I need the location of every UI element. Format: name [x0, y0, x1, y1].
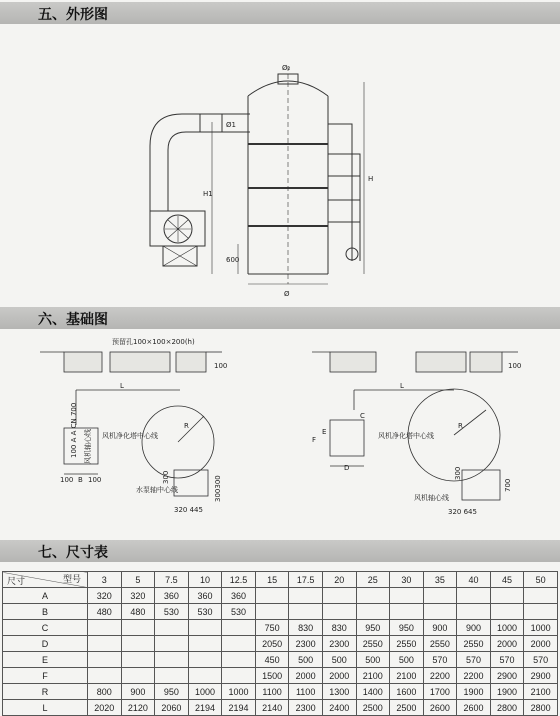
- table-cell: 2000: [524, 636, 558, 652]
- table-cell: [356, 588, 390, 604]
- table-row: [3, 668, 558, 684]
- row-label: B: [3, 604, 88, 620]
- table-cell: [423, 588, 457, 604]
- table-cell: 2600: [457, 700, 491, 716]
- section-bar-foundation: [0, 307, 560, 329]
- table-cell: 2500: [390, 700, 424, 716]
- pump-center: 水泵轴中心线: [136, 486, 178, 494]
- table-cell: 830: [289, 620, 323, 636]
- table-cell: 500: [356, 652, 390, 668]
- dim-700: 700: [504, 478, 512, 492]
- dim-100-right: 100: [508, 362, 522, 370]
- table-cell: [188, 652, 222, 668]
- table-cell: [155, 636, 189, 652]
- table-cell: [222, 668, 256, 684]
- table-cell: 1400: [356, 684, 390, 700]
- row-label: R: [3, 684, 88, 700]
- table-cell: [457, 588, 491, 604]
- table-cell: [88, 668, 122, 684]
- table-cell: 900: [423, 620, 457, 636]
- table-cell: 830: [322, 620, 356, 636]
- table-cell: 500: [322, 652, 356, 668]
- corner-size-label: 尺寸: [7, 576, 26, 586]
- dim-600: 600: [226, 256, 240, 264]
- dim-320-445: 320 445: [174, 506, 203, 514]
- table-cell: [289, 588, 323, 604]
- table-cell: 2050: [255, 636, 289, 652]
- table-cell: [390, 588, 424, 604]
- table-cell: 1100: [289, 684, 323, 700]
- table-cell: [289, 604, 323, 620]
- row-label: A: [3, 588, 88, 604]
- table-cell: 1500: [255, 668, 289, 684]
- table-cell: 1000: [222, 684, 256, 700]
- model-header: 10: [188, 572, 222, 588]
- table-cell: 2900: [490, 668, 524, 684]
- table-cell: [121, 652, 155, 668]
- table-cell: 1300: [322, 684, 356, 700]
- table-cell: 2300: [289, 636, 323, 652]
- table-cell: 530: [222, 604, 256, 620]
- table-cell: 450: [255, 652, 289, 668]
- table-cell: 900: [121, 684, 155, 700]
- table-cell: [356, 604, 390, 620]
- table-cell: [322, 588, 356, 604]
- table-row: [3, 588, 558, 604]
- table-cell: 1000: [188, 684, 222, 700]
- table-corner-cell: [3, 572, 88, 588]
- dim-phi2: Ø₂: [282, 64, 291, 72]
- model-header: 40: [457, 572, 491, 588]
- dim-phi1: Ø1: [226, 121, 236, 129]
- model-header: 45: [490, 572, 524, 588]
- table-cell: 2100: [356, 668, 390, 684]
- table-cell: [88, 652, 122, 668]
- model-header: 50: [524, 572, 558, 588]
- dimensions-table: [2, 571, 558, 716]
- foundation-drawing: [0, 330, 560, 538]
- table-row: [3, 684, 558, 700]
- table-cell: [88, 636, 122, 652]
- table-cell: 2000: [490, 636, 524, 652]
- model-header: 25: [356, 572, 390, 588]
- dim-320-645: 320 645: [448, 508, 477, 516]
- dim-C: C: [360, 412, 365, 420]
- table-cell: [490, 588, 524, 604]
- table-cell: 2550: [423, 636, 457, 652]
- table-cell: [524, 604, 558, 620]
- table-cell: 2200: [423, 668, 457, 684]
- outline-drawing: [0, 26, 560, 304]
- dim-D: D: [344, 464, 350, 472]
- tower-center-right: 风机净化塔中心线: [378, 432, 434, 440]
- table-cell: 2060: [155, 700, 189, 716]
- dim-h: H: [368, 175, 374, 183]
- row-label: C: [3, 620, 88, 636]
- dim-300-right: 300: [454, 466, 462, 480]
- table-cell: 500: [289, 652, 323, 668]
- table-row: [3, 652, 558, 668]
- label-R-left: R: [184, 422, 189, 430]
- table-cell: [255, 588, 289, 604]
- table-row: [3, 700, 558, 716]
- section-title: 六、基础图: [38, 312, 108, 328]
- table-cell: 2194: [188, 700, 222, 716]
- table-cell: 1900: [457, 684, 491, 700]
- table-cell: 800: [88, 684, 122, 700]
- table-cell: 2550: [390, 636, 424, 652]
- row-label: L: [3, 700, 88, 716]
- dim-E: E: [322, 428, 327, 436]
- table-cell: 2100: [524, 684, 558, 700]
- table-cell: [423, 604, 457, 620]
- table-cell: 2100: [390, 668, 424, 684]
- label-L-right: L: [400, 382, 404, 390]
- table-cell: [222, 652, 256, 668]
- table-cell: [155, 652, 189, 668]
- table-cell: 2550: [457, 636, 491, 652]
- label-L-left: L: [120, 382, 124, 390]
- table-cell: [121, 668, 155, 684]
- table-cell: 2300: [322, 636, 356, 652]
- table-cell: 2400: [322, 700, 356, 716]
- table-cell: 2800: [524, 700, 558, 716]
- table-cell: 570: [490, 652, 524, 668]
- table-cell: 360: [188, 588, 222, 604]
- section-title: 七、尺寸表: [38, 545, 108, 561]
- row-label: D: [3, 636, 88, 652]
- dim-100-A-A-CN-700: 100 A A CN 700: [70, 402, 78, 458]
- table-cell: 750: [255, 620, 289, 636]
- model-header: 12.5: [222, 572, 256, 588]
- table-cell: 500: [390, 652, 424, 668]
- table-cell: 2900: [524, 668, 558, 684]
- table-header-row: [3, 572, 558, 588]
- corner-model-label: 型号: [62, 574, 81, 584]
- table-cell: 480: [88, 604, 122, 620]
- table-cell: 320: [88, 588, 122, 604]
- dim-phi: Ø: [284, 290, 290, 298]
- model-header: 20: [322, 572, 356, 588]
- table-row: [3, 636, 558, 652]
- table-cell: 2140: [255, 700, 289, 716]
- table-cell: 360: [155, 588, 189, 604]
- table-cell: 2200: [457, 668, 491, 684]
- tower-center-left: 风机净化塔中心线: [102, 432, 158, 440]
- model-header: 35: [423, 572, 457, 588]
- section-title: 五、外形图: [38, 7, 108, 23]
- dim-100-bottom: 100: [60, 476, 74, 484]
- table-cell: 360: [222, 588, 256, 604]
- table-cell: [490, 604, 524, 620]
- table-cell: 950: [390, 620, 424, 636]
- table-cell: 2800: [490, 700, 524, 716]
- table-cell: 1000: [524, 620, 558, 636]
- table-cell: 2500: [356, 700, 390, 716]
- table-cell: 1900: [490, 684, 524, 700]
- table-cell: [155, 668, 189, 684]
- section-bar-outline: [0, 2, 560, 24]
- table-cell: 480: [121, 604, 155, 620]
- table-cell: 530: [155, 604, 189, 620]
- model-header: 15: [255, 572, 289, 588]
- table-cell: 950: [155, 684, 189, 700]
- table-row: [3, 604, 558, 620]
- table-cell: [390, 604, 424, 620]
- fan-axis-left: 风机轴心线: [84, 429, 92, 464]
- model-header: 7.5: [155, 572, 189, 588]
- table-cell: 530: [188, 604, 222, 620]
- dim-100-left: 100: [214, 362, 228, 370]
- fan-axis-right: 风机轴心线: [414, 494, 449, 502]
- table-cell: 320: [121, 588, 155, 604]
- table-cell: 900: [457, 620, 491, 636]
- table-cell: [121, 636, 155, 652]
- model-header: 17.5: [289, 572, 323, 588]
- label-R-right: R: [458, 422, 463, 430]
- table-cell: 2000: [322, 668, 356, 684]
- table-cell: [255, 604, 289, 620]
- table-cell: [322, 604, 356, 620]
- table-cell: 570: [423, 652, 457, 668]
- dim-h1: H1: [203, 190, 213, 198]
- model-header: 5: [121, 572, 155, 588]
- dim-B: B: [78, 476, 83, 484]
- section-bar-dimensions: [0, 540, 560, 562]
- table-cell: [188, 636, 222, 652]
- table-cell: 1000: [490, 620, 524, 636]
- model-header: 3: [88, 572, 122, 588]
- table-cell: 570: [524, 652, 558, 668]
- table-cell: 1700: [423, 684, 457, 700]
- table-cell: [222, 620, 256, 636]
- dim-F: F: [312, 436, 317, 444]
- table-cell: 2120: [121, 700, 155, 716]
- table-cell: [155, 620, 189, 636]
- table-cell: 2194: [222, 700, 256, 716]
- table-cell: 1600: [390, 684, 424, 700]
- table-cell: 2550: [356, 636, 390, 652]
- table-cell: 570: [457, 652, 491, 668]
- table-cell: 1100: [255, 684, 289, 700]
- table-cell: [188, 620, 222, 636]
- table-cell: 950: [356, 620, 390, 636]
- table-row: [3, 620, 558, 636]
- table-cell: [457, 604, 491, 620]
- row-label: F: [3, 668, 88, 684]
- table-cell: [121, 620, 155, 636]
- model-header: 30: [390, 572, 424, 588]
- dim-300300: 300300: [214, 475, 222, 502]
- dim-100-bottom-b: 100: [88, 476, 102, 484]
- table-cell: 2300: [289, 700, 323, 716]
- table-cell: 2000: [289, 668, 323, 684]
- dim-300: 300: [162, 470, 170, 484]
- table-cell: 2020: [88, 700, 122, 716]
- table-cell: [188, 668, 222, 684]
- table-cell: [222, 636, 256, 652]
- table-cell: [88, 620, 122, 636]
- hole-note: 预留孔100×100×200(h): [112, 338, 195, 346]
- row-label: E: [3, 652, 88, 668]
- table-cell: [524, 588, 558, 604]
- table-cell: 2600: [423, 700, 457, 716]
